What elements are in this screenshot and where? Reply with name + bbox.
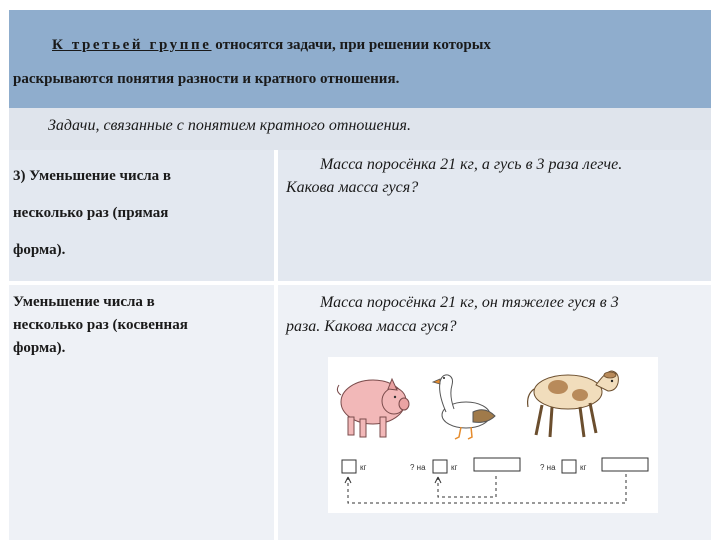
- subheader-title: Задачи, связанные с понятием кратного отношения.: [48, 117, 411, 134]
- header-line-1: [52, 37, 491, 54]
- header-line-2: раскрываются понятия разности и кратного отношения.: [13, 71, 400, 87]
- unit-label-1: кг: [360, 463, 367, 472]
- segment-bar-1: [474, 458, 520, 471]
- q-on-label-1: ? на: [410, 463, 426, 472]
- row2-right-line-1: Масса поросёнка 21 кг, он тяжелее гуся в 3: [320, 294, 619, 311]
- row2-left-line-3: форма).: [13, 340, 66, 356]
- slide-header: [9, 10, 711, 108]
- unit-label-2: кг: [451, 463, 458, 472]
- row2-left-line-2: несколько раз (косвенная: [13, 317, 188, 333]
- row1-right-line-1: Масса поросёнка 21 кг, а гусь в 3 раза легче.: [320, 156, 623, 173]
- row1-left-line-1: 3) Уменьшение числа в: [13, 168, 172, 184]
- row2-right-line-2: раза. Какова масса гуся?: [286, 318, 457, 335]
- pig-illustration: [337, 379, 409, 437]
- answer-box-2: [433, 460, 447, 473]
- answer-box-1: [342, 460, 356, 473]
- connector-line-inner: [438, 473, 496, 497]
- row1-left-line-2: несколько раз (прямая: [13, 205, 169, 221]
- q-on-label-2: ? на: [540, 463, 556, 472]
- row1-left-line-3: форма).: [13, 242, 66, 258]
- row2-left-cell: [9, 285, 274, 540]
- segment-bar-2: [602, 458, 648, 471]
- header-emphasis: К третьей группе: [52, 37, 212, 53]
- calf-illustration: [528, 371, 619, 437]
- unit-label-3: кг: [580, 463, 587, 472]
- table-subheader: [9, 108, 711, 150]
- header-line-1-rest: относятся задачи, при решении которых: [211, 37, 491, 53]
- row1-right-cell: [278, 150, 711, 281]
- row1-left-cell: [9, 150, 274, 281]
- row1-right-line-2: Какова масса гуся?: [286, 179, 419, 196]
- row2-left-line-1: Уменьшение числа в: [13, 294, 155, 310]
- connector-line-outer: [348, 473, 626, 503]
- goose-illustration: [433, 375, 495, 439]
- animals-diagram: [328, 357, 658, 513]
- animals-diagram-svg: [328, 357, 658, 513]
- answer-box-3: [562, 460, 576, 473]
